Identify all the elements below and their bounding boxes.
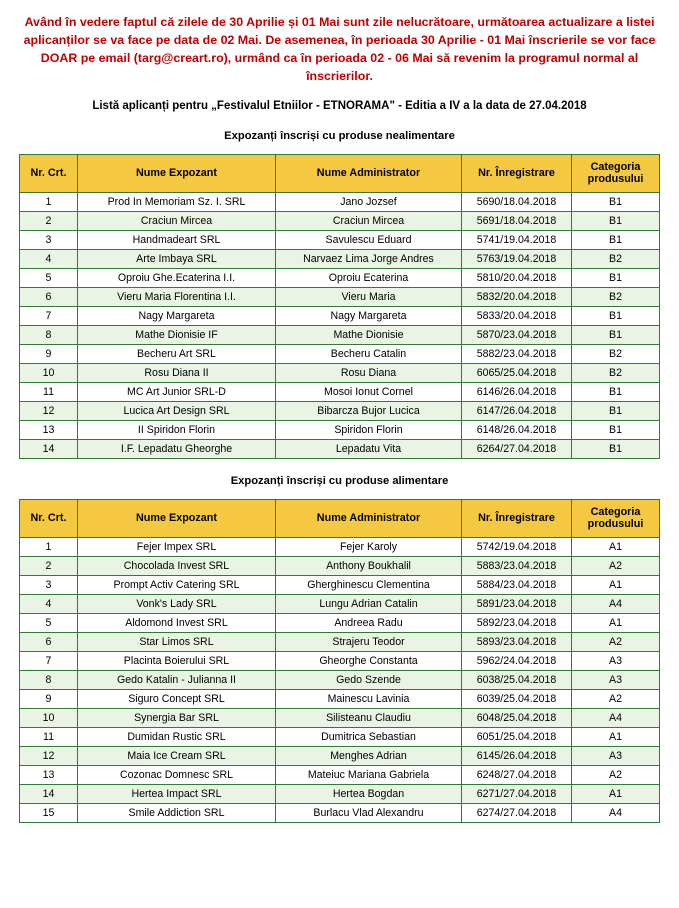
- table-row: [20, 651, 660, 670]
- table-row: [20, 268, 660, 287]
- cell-administrator: Lepadatu Vita: [276, 439, 462, 458]
- cell-category: A2: [572, 556, 660, 575]
- cell-nr: 8: [20, 670, 78, 689]
- table-row: [20, 803, 660, 822]
- cell-nr: 14: [20, 439, 78, 458]
- cell-nr: 6: [20, 632, 78, 651]
- table-row: [20, 325, 660, 344]
- cell-registration: 6271/27.04.2018: [462, 784, 572, 803]
- cell-administrator: Becheru Catalin: [276, 344, 462, 363]
- cell-exhibitor: Dumidan Rustic SRL: [78, 727, 276, 746]
- cell-exhibitor: Maia Ice Cream SRL: [78, 746, 276, 765]
- cell-registration: 5810/20.04.2018: [462, 268, 572, 287]
- cell-nr: 9: [20, 344, 78, 363]
- cell-administrator: Fejer Karoly: [276, 537, 462, 556]
- cell-nr: 2: [20, 211, 78, 230]
- cell-nr: 10: [20, 708, 78, 727]
- cell-category: B1: [572, 268, 660, 287]
- cell-exhibitor: Siguro Concept SRL: [78, 689, 276, 708]
- cell-registration: 6274/27.04.2018: [462, 803, 572, 822]
- cell-category: B1: [572, 439, 660, 458]
- cell-nr: 12: [20, 401, 78, 420]
- table-row: [20, 765, 660, 784]
- cell-nr: 5: [20, 613, 78, 632]
- cell-category: B1: [572, 420, 660, 439]
- cell-administrator: Anthony Boukhalil: [276, 556, 462, 575]
- table-row: [20, 439, 660, 458]
- cell-nr: 15: [20, 803, 78, 822]
- table-row: [20, 420, 660, 439]
- cell-registration: 6147/26.04.2018: [462, 401, 572, 420]
- cell-category: B2: [572, 344, 660, 363]
- table-row: [20, 401, 660, 420]
- cell-exhibitor: Prompt Activ Catering SRL: [78, 575, 276, 594]
- cell-registration: 5870/23.04.2018: [462, 325, 572, 344]
- cell-administrator: Lungu Adrian Catalin: [276, 594, 462, 613]
- cell-category: B1: [572, 401, 660, 420]
- cell-nr: 4: [20, 594, 78, 613]
- cell-category: A1: [572, 575, 660, 594]
- cell-nr: 3: [20, 575, 78, 594]
- cell-nr: 13: [20, 765, 78, 784]
- table-nonfood-exhibitors: [19, 154, 660, 459]
- cell-registration: 5690/18.04.2018: [462, 192, 572, 211]
- cell-nr: 9: [20, 689, 78, 708]
- cell-registration: 6051/25.04.2018: [462, 727, 572, 746]
- table-row: [20, 632, 660, 651]
- cell-administrator: Oproiu Ecaterina: [276, 268, 462, 287]
- cell-administrator: Dumitrica Sebastian: [276, 727, 462, 746]
- column-header-nr: Nr. Crt.: [20, 499, 78, 537]
- cell-registration: 5742/19.04.2018: [462, 537, 572, 556]
- cell-exhibitor: Lucica Art Design SRL: [78, 401, 276, 420]
- table-row: [20, 670, 660, 689]
- cell-registration: 5882/23.04.2018: [462, 344, 572, 363]
- table-row: [20, 708, 660, 727]
- section-title-food: Expozanți înscriși cu produse alimentare: [230, 474, 449, 487]
- cell-exhibitor: I.F. Lepadatu Gheorghe: [78, 439, 276, 458]
- table-row: [20, 746, 660, 765]
- table-row: [20, 556, 660, 575]
- cell-exhibitor: Smile Addiction SRL: [78, 803, 276, 822]
- table-row: [20, 382, 660, 401]
- table-body-nonfood: [20, 192, 660, 458]
- cell-category: A3: [572, 746, 660, 765]
- cell-nr: 5: [20, 268, 78, 287]
- announcement-notice: Având în vedere faptul că zilele de 30 Aprilie și 01 Mai sunt zile nelucrătoare, următoarea actualizare a listei aplicanților se va face pe data de 02 Mai. De asemenea, în perioada 30 Aprilie - 01 Mai înscrierile se vor face DOAR pe email (targ@creart.ro), urmând ca în perioada 02 - 06 Mai să revenim la programul normal al înscrierilor.: [23, 15, 656, 83]
- cell-exhibitor: Becheru Art SRL: [78, 344, 276, 363]
- cell-category: B1: [572, 382, 660, 401]
- cell-category: B2: [572, 249, 660, 268]
- table-row: [20, 363, 660, 382]
- cell-administrator: Mathe Dionisie: [276, 325, 462, 344]
- cell-nr: 4: [20, 249, 78, 268]
- cell-administrator: Narvaez Lima Jorge Andres: [276, 249, 462, 268]
- cell-category: A3: [572, 670, 660, 689]
- cell-category: A4: [572, 708, 660, 727]
- cell-registration: 5962/24.04.2018: [462, 651, 572, 670]
- cell-category: A3: [572, 651, 660, 670]
- cell-administrator: Jano Jozsef: [276, 192, 462, 211]
- cell-nr: 7: [20, 306, 78, 325]
- cell-administrator: Nagy Margareta: [276, 306, 462, 325]
- cell-nr: 8: [20, 325, 78, 344]
- cell-exhibitor: Vonk's Lady SRL: [78, 594, 276, 613]
- cell-administrator: Mainescu Lavinia: [276, 689, 462, 708]
- cell-registration: 5763/19.04.2018: [462, 249, 572, 268]
- cell-nr: 2: [20, 556, 78, 575]
- column-header-category: Categoria produsului: [572, 154, 660, 192]
- cell-administrator: Strajeru Teodor: [276, 632, 462, 651]
- cell-exhibitor: Rosu Diana II: [78, 363, 276, 382]
- cell-exhibitor: Handmadeart SRL: [78, 230, 276, 249]
- cell-exhibitor: Oproiu Ghe.Ecaterina I.I.: [78, 268, 276, 287]
- column-header-nr: Nr. Crt.: [20, 154, 78, 192]
- table-row: [20, 689, 660, 708]
- cell-administrator: Gheorghe Constanta: [276, 651, 462, 670]
- table-row: [20, 287, 660, 306]
- cell-exhibitor: Prod In Memoriam Sz. I. SRL: [78, 192, 276, 211]
- page-title: Listă aplicanți pentru „Festivalul Etniilor - ETNORAMA" - Editia a IV a la data de 27.04.2018: [92, 99, 587, 112]
- cell-registration: 6146/26.04.2018: [462, 382, 572, 401]
- column-header-administrator: Nume Administrator: [276, 499, 462, 537]
- cell-administrator: Savulescu Eduard: [276, 230, 462, 249]
- cell-registration: 6065/25.04.2018: [462, 363, 572, 382]
- cell-registration: 6039/25.04.2018: [462, 689, 572, 708]
- column-header-administrator: Nume Administrator: [276, 154, 462, 192]
- cell-category: A2: [572, 765, 660, 784]
- cell-registration: 5832/20.04.2018: [462, 287, 572, 306]
- cell-exhibitor: Fejer Impex SRL: [78, 537, 276, 556]
- cell-category: A1: [572, 537, 660, 556]
- cell-nr: 12: [20, 746, 78, 765]
- table-row: [20, 537, 660, 556]
- table-row: [20, 727, 660, 746]
- table-header-row: [20, 499, 660, 537]
- table-row: [20, 594, 660, 613]
- cell-registration: 6148/26.04.2018: [462, 420, 572, 439]
- cell-nr: 7: [20, 651, 78, 670]
- cell-nr: 14: [20, 784, 78, 803]
- cell-exhibitor: Chocolada Invest SRL: [78, 556, 276, 575]
- column-header-exhibitor: Nume Expozant: [78, 154, 276, 192]
- cell-category: A1: [572, 727, 660, 746]
- cell-administrator: Gherghinescu Clementina: [276, 575, 462, 594]
- cell-exhibitor: Craciun Mircea: [78, 211, 276, 230]
- cell-category: B1: [572, 192, 660, 211]
- cell-registration: 5741/19.04.2018: [462, 230, 572, 249]
- table-row: [20, 575, 660, 594]
- cell-registration: 5833/20.04.2018: [462, 306, 572, 325]
- cell-exhibitor: Hertea Impact SRL: [78, 784, 276, 803]
- cell-registration: 5883/23.04.2018: [462, 556, 572, 575]
- column-header-category: Categoria produsului: [572, 499, 660, 537]
- table-row: [20, 211, 660, 230]
- cell-administrator: Spiridon Florin: [276, 420, 462, 439]
- cell-administrator: Andreea Radu: [276, 613, 462, 632]
- section-title-nonfood: Expozanți înscriși cu produse nealimentare: [224, 129, 455, 142]
- cell-exhibitor: Mathe Dionisie IF: [78, 325, 276, 344]
- cell-category: B1: [572, 325, 660, 344]
- table-row: [20, 249, 660, 268]
- cell-registration: 5884/23.04.2018: [462, 575, 572, 594]
- cell-category: B2: [572, 363, 660, 382]
- cell-category: A4: [572, 594, 660, 613]
- column-header-registration: Nr. Înregistrare: [462, 154, 572, 192]
- cell-administrator: Silisteanu Claudiu: [276, 708, 462, 727]
- table-row: [20, 344, 660, 363]
- table-row: [20, 306, 660, 325]
- cell-administrator: Bibarcza Bujor Lucica: [276, 401, 462, 420]
- cell-nr: 1: [20, 192, 78, 211]
- cell-registration: 6248/27.04.2018: [462, 765, 572, 784]
- cell-category: B1: [572, 211, 660, 230]
- cell-category: A2: [572, 632, 660, 651]
- cell-registration: 5691/18.04.2018: [462, 211, 572, 230]
- cell-category: B2: [572, 287, 660, 306]
- cell-administrator: Mosoi Ionut Cornel: [276, 382, 462, 401]
- column-header-exhibitor: Nume Expozant: [78, 499, 276, 537]
- cell-category: A1: [572, 784, 660, 803]
- cell-administrator: Rosu Diana: [276, 363, 462, 382]
- column-header-registration: Nr. Înregistrare: [462, 499, 572, 537]
- cell-exhibitor: Gedo Katalin - Julianna II: [78, 670, 276, 689]
- cell-exhibitor: Cozonac Domnesc SRL: [78, 765, 276, 784]
- cell-category: A4: [572, 803, 660, 822]
- cell-administrator: Mateiuc Mariana Gabriela: [276, 765, 462, 784]
- table-header-row: [20, 154, 660, 192]
- cell-exhibitor: Aldomond Invest SRL: [78, 613, 276, 632]
- table-row: [20, 230, 660, 249]
- table-row: [20, 613, 660, 632]
- cell-administrator: Hertea Bogdan: [276, 784, 462, 803]
- cell-nr: 11: [20, 727, 78, 746]
- cell-nr: 3: [20, 230, 78, 249]
- cell-exhibitor: Nagy Margareta: [78, 306, 276, 325]
- cell-category: A1: [572, 613, 660, 632]
- cell-administrator: Vieru Maria: [276, 287, 462, 306]
- table-body-food: [20, 537, 660, 822]
- cell-nr: 6: [20, 287, 78, 306]
- cell-exhibitor: Star Limos SRL: [78, 632, 276, 651]
- cell-nr: 10: [20, 363, 78, 382]
- cell-category: A2: [572, 689, 660, 708]
- cell-registration: 5891/23.04.2018: [462, 594, 572, 613]
- cell-category: B1: [572, 230, 660, 249]
- cell-exhibitor: Synergia Bar SRL: [78, 708, 276, 727]
- cell-registration: 5893/23.04.2018: [462, 632, 572, 651]
- cell-administrator: Gedo Szende: [276, 670, 462, 689]
- cell-administrator: Menghes Adrian: [276, 746, 462, 765]
- cell-exhibitor: II Spiridon Florin: [78, 420, 276, 439]
- cell-administrator: Craciun Mircea: [276, 211, 462, 230]
- cell-registration: 6048/25.04.2018: [462, 708, 572, 727]
- cell-nr: 13: [20, 420, 78, 439]
- cell-administrator: Burlacu Vlad Alexandru: [276, 803, 462, 822]
- table-food-exhibitors: [19, 499, 660, 823]
- cell-registration: 6145/26.04.2018: [462, 746, 572, 765]
- cell-exhibitor: Placinta Boierului SRL: [78, 651, 276, 670]
- cell-registration: 6038/25.04.2018: [462, 670, 572, 689]
- table-row: [20, 192, 660, 211]
- cell-exhibitor: Vieru Maria Florentina I.I.: [78, 287, 276, 306]
- cell-exhibitor: MC Art Junior SRL-D: [78, 382, 276, 401]
- cell-category: B1: [572, 306, 660, 325]
- cell-nr: 11: [20, 382, 78, 401]
- cell-nr: 1: [20, 537, 78, 556]
- cell-registration: 6264/27.04.2018: [462, 439, 572, 458]
- cell-registration: 5892/23.04.2018: [462, 613, 572, 632]
- cell-exhibitor: Arte Imbaya SRL: [78, 249, 276, 268]
- table-row: [20, 784, 660, 803]
